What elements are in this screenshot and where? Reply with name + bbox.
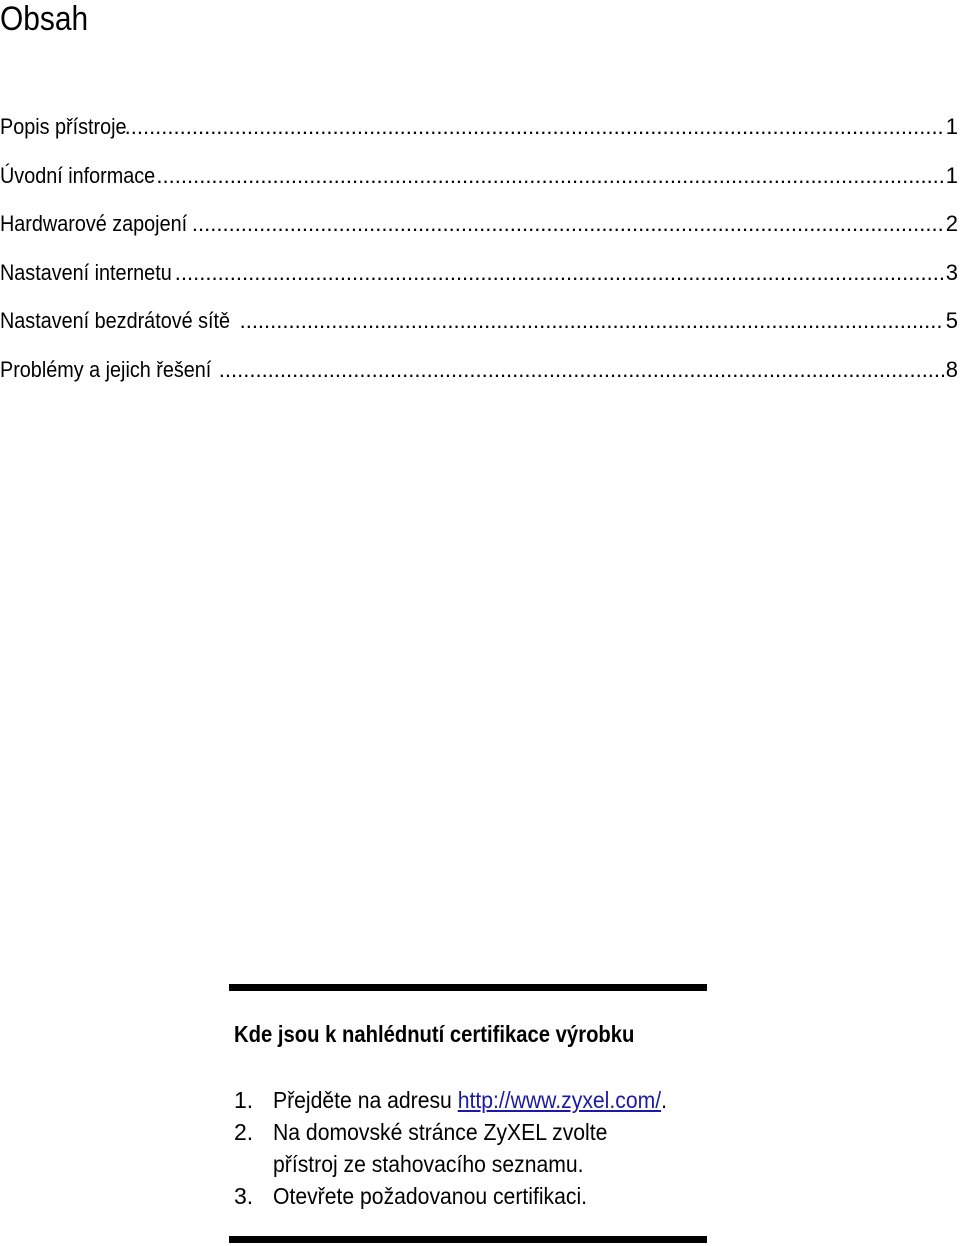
toc-dot-leader [240, 307, 944, 335]
toc-entry-internet-setup[interactable] [0, 259, 960, 308]
step-number: 1. [234, 1087, 254, 1113]
toc-dot-leader [125, 113, 944, 141]
certificates-heading: Kde jsou k nahlédnutí certifikace výrobku [234, 1021, 635, 1047]
step-text-before: Přejděte na adresu [273, 1087, 458, 1113]
top-rule [229, 984, 707, 991]
step-text-line: Na domovské stránce ZyXEL zvolte [273, 1119, 608, 1145]
step-text [273, 1084, 667, 1116]
step-item [234, 1116, 701, 1180]
toc-page-number: 2 [945, 211, 958, 236]
step-number: 2. [234, 1119, 254, 1145]
toc-entry-label: Nastavení bezdrátové sítě [0, 308, 231, 333]
toc-page-number: 1 [945, 114, 958, 139]
step-text-after: . [661, 1087, 668, 1113]
zyxel-website-link[interactable]: http://www.zyxel.com/ [457, 1087, 662, 1113]
toc-entry-label: Nastavení internetu [0, 259, 172, 285]
step-text-line: přístroj ze stahovacího seznamu. [273, 1151, 584, 1177]
toc-dot-leader [219, 356, 944, 384]
toc-entry-device-description[interactable] [0, 113, 960, 162]
page-title: Obsah [0, 0, 89, 38]
step-number: 3. [234, 1183, 254, 1209]
toc-entry-troubleshooting[interactable] [0, 356, 960, 405]
toc-dot-leader [156, 162, 943, 190]
toc-page-number: 3 [945, 259, 958, 285]
step-text: Otevřete požadovanou certifikaci. [273, 1183, 588, 1209]
bottom-rule [229, 1236, 707, 1243]
toc-entry-label: Problémy a jejich řešení [0, 356, 212, 382]
toc-entry-label: Hardwarové zapojení [0, 211, 188, 236]
toc-entry-introduction[interactable] [0, 162, 960, 211]
toc-page-number: 1 [945, 162, 958, 188]
step-text [273, 1116, 607, 1180]
toc-dot-leader [175, 259, 944, 287]
toc-entry-hardware-connection[interactable] [0, 210, 960, 259]
certificates-steps [234, 1084, 701, 1212]
toc-page-number: 8 [945, 356, 958, 382]
toc-entry-wireless-setup[interactable] [0, 307, 960, 356]
toc-page-number: 5 [945, 308, 958, 333]
step-item [234, 1180, 701, 1212]
table-of-contents [0, 113, 960, 404]
toc-dot-leader [192, 210, 944, 238]
certificates-box [229, 984, 707, 1244]
toc-entry-label: Úvodní informace [0, 162, 156, 188]
step-item [234, 1084, 701, 1116]
toc-entry-label: Popis přístroje [0, 114, 127, 139]
